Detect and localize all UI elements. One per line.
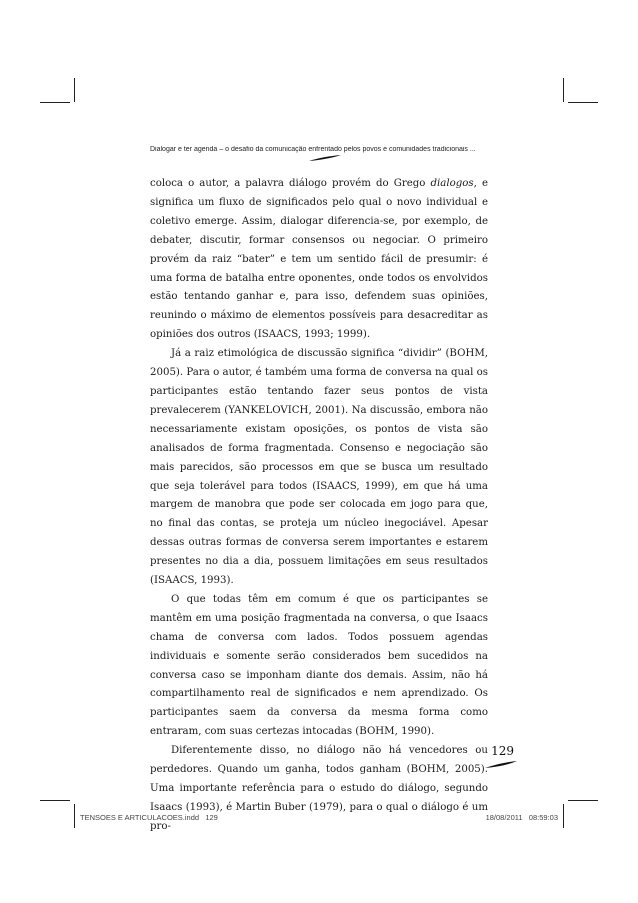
crop-mark <box>40 102 70 103</box>
crop-mark <box>568 800 598 801</box>
body-text <box>150 175 488 837</box>
paragraph: Diferentemente disso, no diálogo não há vencedores ou perdedores. Quando um ganha, todos ganham (BOHM, 2005). Uma importante referência para o estudo do diálogo, segundo Isaacs (1993), é Martin Buber (1979), para o qual o diálogo é um pro- <box>150 745 488 832</box>
page-number-swoosh <box>484 760 518 769</box>
crop-mark <box>74 78 75 102</box>
crop-mark <box>40 800 70 801</box>
crop-mark <box>563 804 564 828</box>
crop-mark <box>568 102 598 103</box>
slug-timestamp: 18/08/2011 08:59:03 <box>485 813 558 822</box>
paragraph: Já a raiz etimológica de discussão significa “dividir” (BOHM, 2005). Para o autor, é também uma forma de conversa na qual os participantes estão tentando fazer seus pontos de vista prevalecerem (YANKELOVICH, 2001). Na discussão, embora não necessariamente existam oposições, os pontos de vista são analisados de forma fragmentada. Consenso e negociação são mais parecidos, são processos em que se busca um resultado que seja tolerável para todos (ISAACS, 1999), em que há uma margem de manobra que pode ser colocada em jogo para que, no final das contas, se proteja um núcleo inegociável. Apesar dessas outras formas de conversa serem importantes e estarem presentes no dia a dia, possuem limitações em seus resultados (ISAACS, 1993). <box>150 348 488 587</box>
running-head: Dialogar e ter agenda – o desafio da comunicação enfrentado pelos povos e comunidades tradicionais ... <box>150 146 476 153</box>
paragraph: O que todas têm em comum é que os participantes se mantêm em uma posição fragmentada na conversa, o que Isaacs chama de conversa com lados. Todos possuem agendas individuais e somente serão considerados bem sucedidos na conversa caso se imponham diante dos demais. Assim, não há compartilhamento real de significados e nem aprendizado. Os participantes saem da conversa da mesma forma como entraram, com suas certezas intocadas (BOHM, 1990). <box>150 593 488 738</box>
crop-mark <box>563 78 564 102</box>
crop-mark <box>74 804 75 828</box>
slug-file-name: TENSOES E ARTICULACOES.indd 129 <box>80 813 218 822</box>
header-swoosh <box>308 154 342 162</box>
paragraph: coloca o autor, a palavra diálogo provém do Grego dialogos, e significa um fluxo de significados pelo qual o novo individual e coletivo emerge. Assim, dialogar diferencia-se, por exemplo, de debater, discutir, formar consensos ou negociar. O primeiro provém da raiz “bater” e tem um sentido fácil de presumir: é uma forma de batalha entre oponentes, onde todos os envolvidos estão tentando ganhar e, para isso, defendem suas opiniões, reunindo o máximo de elementos possíveis para desacreditar as opiniões dos outros (ISAACS, 1993; 1999). <box>150 178 488 341</box>
page-number: 129 <box>491 744 514 758</box>
